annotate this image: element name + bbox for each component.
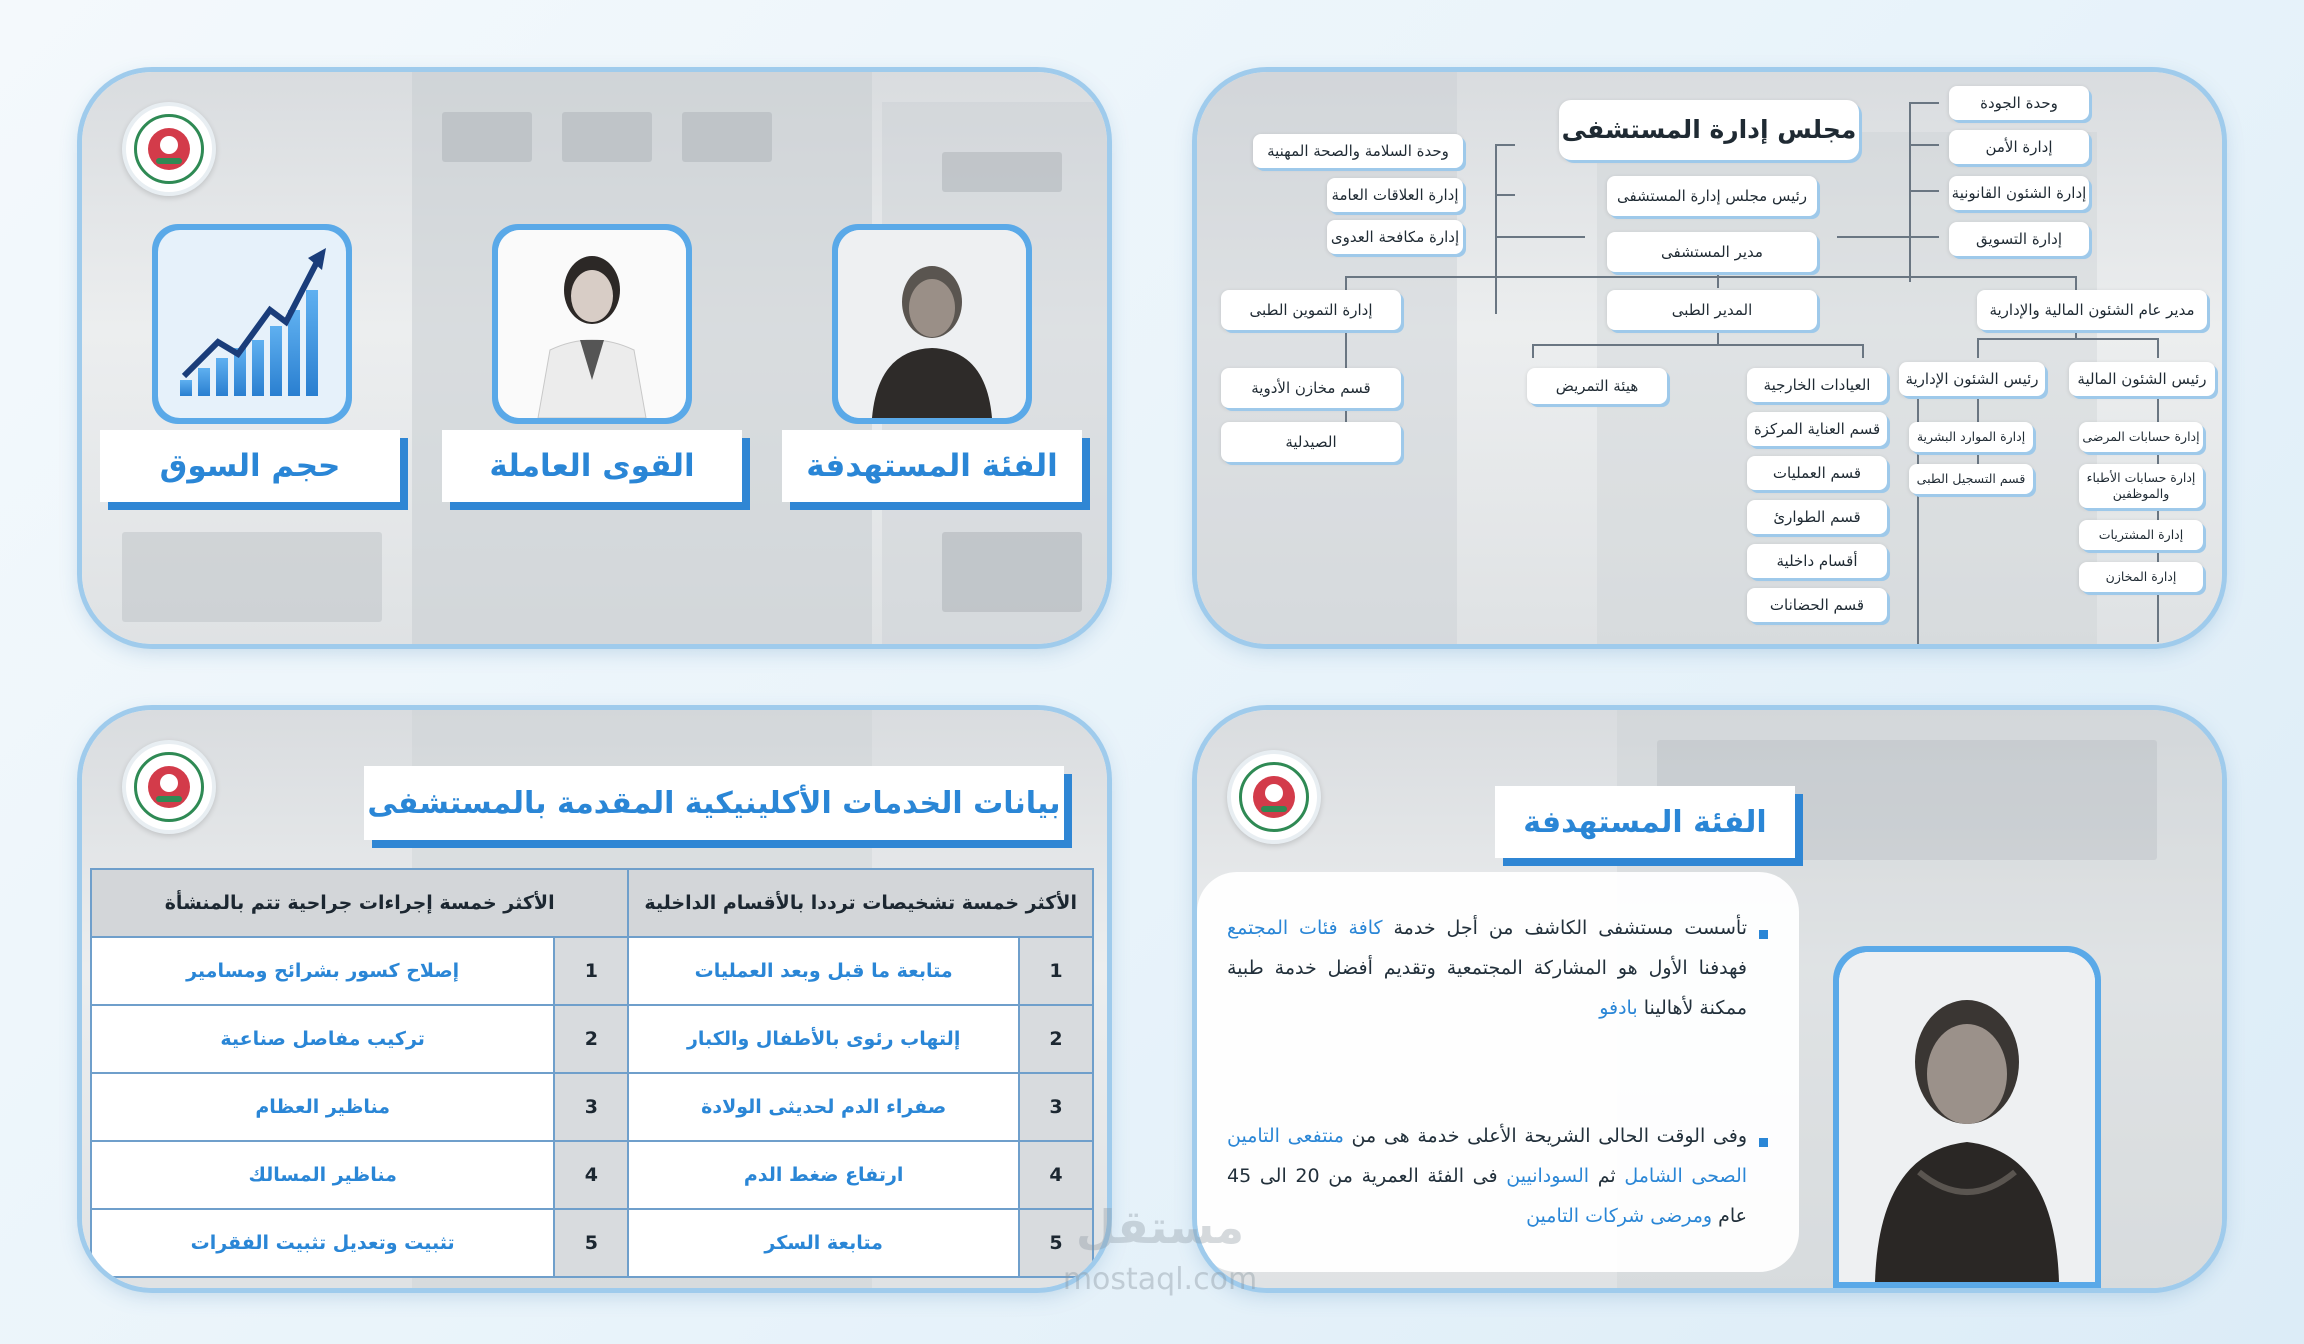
- hospital-logo: [1227, 750, 1321, 844]
- target-group-title: الفئة المستهدفة: [1495, 786, 1795, 858]
- paragraph-one: تأسست مستشفى الكاشف من أجل خدمة كافة فئات المجتمع فهدفنا الأول هو المشاركة المجتمعية وتقديم أفضل خدمة طبية ممكنة لأهالينا بادفو: [1227, 917, 1747, 1019]
- clinical-services-table: [90, 868, 1094, 1278]
- table-row: إصلاح كسور بشرائح ومسامير 1 متابعة ما قبل وبعد العمليات 1: [91, 937, 1093, 1005]
- org-right-unit: وحدة الجودة: [1949, 86, 2089, 120]
- target-group-photo: [1833, 946, 2101, 1288]
- hospital-logo: [122, 740, 216, 834]
- table-row: تركيب مفاصل صناعية 2 إلتهاب رئوى بالأطفال والكبار 2: [91, 1005, 1093, 1073]
- org-chairman: رئيس مجلس إدارة المستشفى: [1607, 176, 1817, 216]
- org-finance-head: رئيس الشئون المالية: [2069, 362, 2215, 396]
- bullet-icon: [1759, 1138, 1768, 1147]
- watermark-arabic: مستقل: [1075, 1200, 1245, 1254]
- org-admin-unit: إدارة الموارد البشرية: [1909, 422, 2033, 452]
- org-medical-unit: قسم الحضانات: [1747, 588, 1887, 622]
- org-right-unit: إدارة التسويق: [1949, 222, 2089, 256]
- org-medical-director: المدير الطبى: [1607, 290, 1817, 330]
- org-right-unit: إدارة الأمن: [1949, 130, 2089, 164]
- woman-portrait-icon: [838, 230, 1026, 418]
- workforce-label: القوى العاملة: [442, 430, 742, 502]
- org-pharmacy: الصيدلية: [1221, 422, 1401, 462]
- woman-portrait-icon: [1839, 952, 2095, 1282]
- watermark-latin: mostaql.com: [1062, 1262, 1258, 1297]
- table-row: مناظير المسالك 4 ارتفاع ضغط الدم 4: [91, 1141, 1093, 1209]
- hospital-logo: [122, 102, 216, 196]
- org-medical-unit: العيادات الخارجية: [1747, 368, 1887, 402]
- market-size-photo: [152, 224, 352, 424]
- org-left-unit: وحدة السلامة والصحة المهنية: [1253, 134, 1463, 168]
- paragraph-two: وفى الوقت الحالى الشريحة الأعلى خدمة هى من منتفعى التامين الصحى الشامل ثم السودانيين فى الفئة العمرية من 20 الى 45 عام ومرضى شركات التامين: [1227, 1125, 1748, 1227]
- target-group-photo: [832, 224, 1032, 424]
- clinical-services-title: بيانات الخدمات الأكلينيكية المقدمة بالمستشفى: [364, 766, 1064, 840]
- org-left-unit: إدارة العلاقات العامة: [1327, 178, 1463, 212]
- org-chart-card: [1197, 72, 2222, 644]
- growth-chart-icon: [158, 230, 346, 418]
- clinical-services-card: [82, 710, 1107, 1288]
- org-finance-unit: إدارة المخازن: [2079, 562, 2203, 592]
- org-title: مجلس إدارة المستشفى: [1559, 100, 1859, 160]
- target-group-label: الفئة المستهدفة: [782, 430, 1082, 502]
- org-medical-unit: قسم العمليات: [1747, 456, 1887, 490]
- org-medical-unit: أقسام داخلية: [1747, 544, 1887, 578]
- org-finance-unit: إدارة حسابات المرضى: [2079, 422, 2203, 452]
- org-medical-unit: قسم الطوارئ: [1747, 500, 1887, 534]
- org-finance-admin-gm: مدير عام الشئون المالية والإدارية: [1977, 290, 2207, 330]
- org-admin-unit: قسم التسجيل الطبى: [1909, 464, 2033, 494]
- table-row: تثبيت وتعديل تثبيت الفقرات 5 متابعة السكر 5: [91, 1209, 1093, 1277]
- org-nursing: هيئة التمريض: [1527, 368, 1667, 404]
- table-header-procedures: الأكثر خمسة إجراءات جراحية تتم بالمنشأة: [91, 869, 628, 937]
- org-admin-head: رئيس الشئون الإدارية: [1899, 362, 2045, 396]
- table-row: مناظير العظام 3 صفراء الدم لحديثى الولادة 3: [91, 1073, 1093, 1141]
- workforce-photo: [492, 224, 692, 424]
- org-director: مدير المستشفى: [1607, 232, 1817, 272]
- bullet-icon: [1759, 930, 1768, 939]
- org-finance-unit: إدارة المشتريات: [2079, 520, 2203, 550]
- target-group-card: [1197, 710, 2222, 1288]
- market-size-label: حجم السوق: [100, 430, 400, 502]
- doctor-portrait-icon: [498, 230, 686, 418]
- org-right-unit: إدارة الشئون القانونية: [1949, 176, 2089, 210]
- org-left-unit: إدارة مكافحة العدوى: [1327, 220, 1463, 254]
- org-supply: إدارة التموين الطبى: [1221, 290, 1401, 330]
- market-overview-card: [82, 72, 1107, 644]
- org-medical-unit: قسم العناية المركزة: [1747, 412, 1887, 446]
- org-finance-unit: إدارة حسابات الأطباء والموظفين: [2079, 464, 2203, 508]
- table-header-diagnoses: الأكثر خمسة تشخيصات ترددا بالأقسام الداخلية: [628, 869, 1093, 937]
- org-drug-stores: قسم مخازن الأدوية: [1221, 368, 1401, 408]
